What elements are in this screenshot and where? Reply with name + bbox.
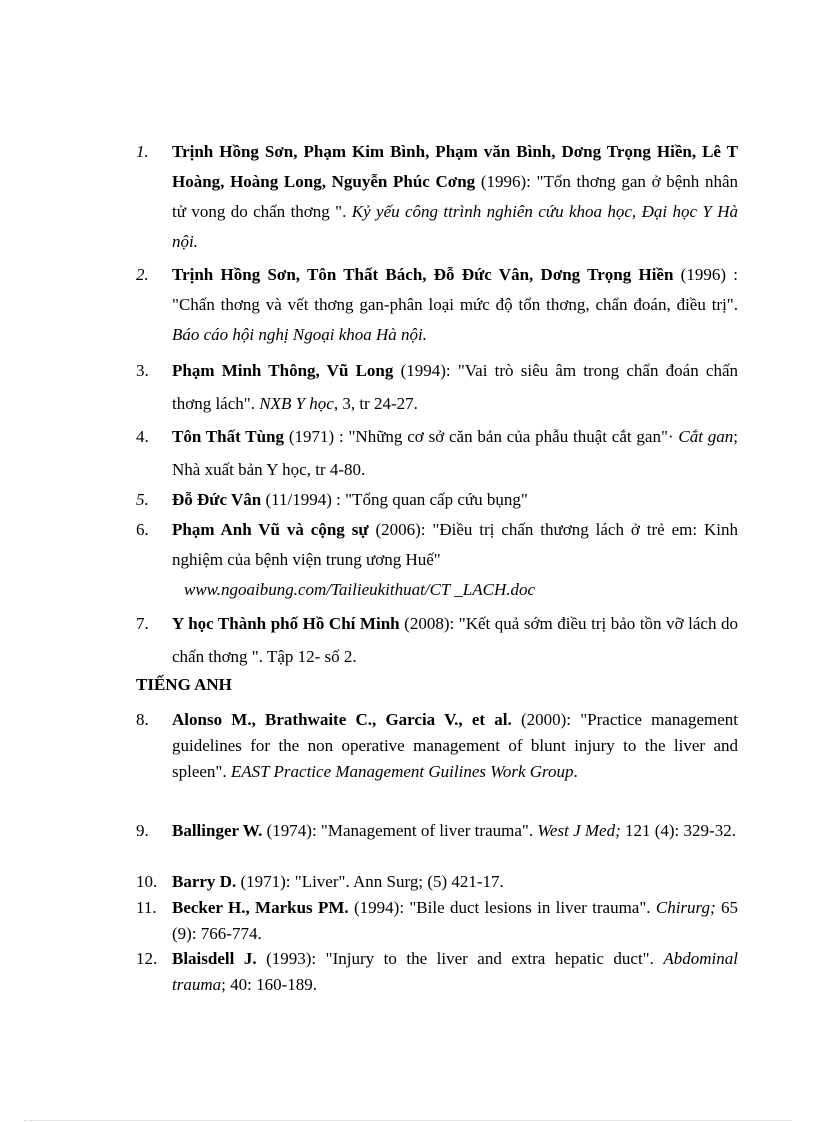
reference-tail: 121 (4): 329-32. — [620, 821, 736, 840]
reference-tail: . — [573, 762, 578, 781]
reference-year-title: (1994): "Vai trò siêu âm trong chẩn đoán chấn thơng lách". — [172, 361, 738, 413]
reference-year-title: (1994): "Bile duct lesions in liver trauma". — [348, 898, 656, 917]
reference-authors: Phạm Minh Thông, Vũ Long — [172, 361, 394, 380]
reference-item — [136, 485, 738, 515]
reference-authors: Alonso M., Brathwaite C., Garcia V., et al. — [172, 710, 512, 729]
reference-authors: Blaisdell J. — [172, 949, 257, 968]
page-bottom-rule — [24, 1120, 792, 1121]
reference-authors: Phạm Anh Vũ và cộng sự — [172, 520, 369, 539]
reference-year-title: (2008): "Kết quả sớm điều trị bảo tồn vỡ lách do chấn thơng ". Tập 12- số 2. — [172, 614, 738, 666]
reference-item — [136, 137, 738, 257]
reference-authors: Ballinger W. — [172, 821, 263, 840]
reference-tail: 65 (9): 766-774. — [172, 898, 739, 943]
reference-tail: ; Nhà xuất bản Y học, tr 4-80. — [172, 427, 739, 479]
reference-number: 8. — [136, 710, 149, 729]
reference-year-title: (1971) : "Những cơ sở căn bản của phẫu thuật cắt gan"· — [284, 427, 679, 446]
reference-number: 10. — [136, 872, 158, 891]
reference-item — [136, 607, 738, 673]
reference-authors: Trịnh Hồng Sơn, Tôn Thất Bách, Đỗ Đức Vân, Dơng Trọng Hiền — [172, 265, 674, 284]
reference-source: Chirurg; — [655, 898, 716, 917]
reference-authors: Barry D. — [172, 872, 237, 891]
reference-year-title: (2006): "Điều trị chấn thương lách ở trẻ em: Kinh nghiệm của bệnh viện trung ương Huế" — [172, 520, 738, 569]
reference-number: 12. — [136, 949, 158, 968]
reference-url: www.ngoaibung.com/Tailieukithuat/CT _LACH.doc — [184, 580, 536, 599]
reference-number: 3. — [136, 361, 149, 380]
reference-year-title: (1971): "Liver". Ann Surg; (5) 421-17. — [236, 872, 504, 891]
reference-year-title: (11/1994) : "Tổng quan cấp cứu bụng" — [261, 490, 528, 509]
reference-item — [136, 420, 738, 486]
reference-year-title: (1974): "Management of liver trauma". — [262, 821, 538, 840]
reference-number: 2. — [136, 265, 149, 284]
reference-item — [136, 515, 738, 605]
reference-item — [136, 707, 738, 785]
reference-item — [136, 354, 738, 420]
reference-source: Cắt gan — [678, 427, 734, 446]
reference-item — [136, 260, 738, 350]
reference-number: 4. — [136, 427, 149, 446]
reference-number: 9. — [136, 821, 149, 840]
reference-number: 5. — [136, 490, 149, 509]
reference-year-title: (2000): "Practice management guidelines for the non operative management of blunt injury to the liver and spleen". — [172, 710, 738, 781]
reference-tail: , 3, tr 24-27. — [333, 394, 418, 413]
reference-number: 6. — [136, 520, 149, 539]
reference-source: Kỷ yếu công ttrình nghiên cứu khoa học, Đại học Y Hà nội. — [172, 202, 738, 251]
reference-year-title: (1996) : "Chấn thơng và vết thơng gan-phân loại mức độ tổn thơng, chẩn đoán, điều trị". — [172, 265, 738, 314]
reference-authors: Tôn Thất Tùng — [172, 427, 285, 446]
reference-authors: Trịnh Hồng Sơn, Phạm Kim Bình, Phạm văn Bình, Dơng Trọng Hiền, Lê T Hoàng, Hoàng Long, Nguyễn Phúc Cơng — [172, 142, 738, 191]
reference-number: 1. — [136, 142, 149, 161]
reference-year-title: (1993): "Injury to the liver and extra hepatic duct". — [256, 949, 664, 968]
reference-source: NXB Y học — [259, 394, 334, 413]
reference-number: 7. — [136, 614, 149, 633]
reference-item — [136, 869, 738, 895]
reference-item — [136, 818, 738, 844]
reference-number: 11. — [136, 898, 157, 917]
reference-tail: ; 40: 160-189. — [221, 975, 317, 994]
section-heading: TIẾNG ANH — [136, 675, 232, 694]
reference-authors: Becker H., Markus PM. — [172, 898, 349, 917]
reference-year-title: (1996): "Tổn thơng gan ở bệnh nhân tử vong do chấn thơng ". — [172, 172, 738, 221]
reference-item — [136, 895, 738, 947]
reference-authors: Đỗ Đức Vân — [172, 490, 262, 509]
reference-source: EAST Practice Management Guilines Work Group — [230, 762, 574, 781]
reference-authors: Y học Thành phố Hồ Chí Minh — [172, 614, 400, 633]
reference-source: Báo cáo hội nghị Ngoại khoa Hà nội. — [172, 325, 427, 344]
reference-source: Abdominal trauma — [172, 949, 738, 994]
reference-item — [136, 946, 738, 998]
reference-source: West J Med; — [537, 821, 621, 840]
